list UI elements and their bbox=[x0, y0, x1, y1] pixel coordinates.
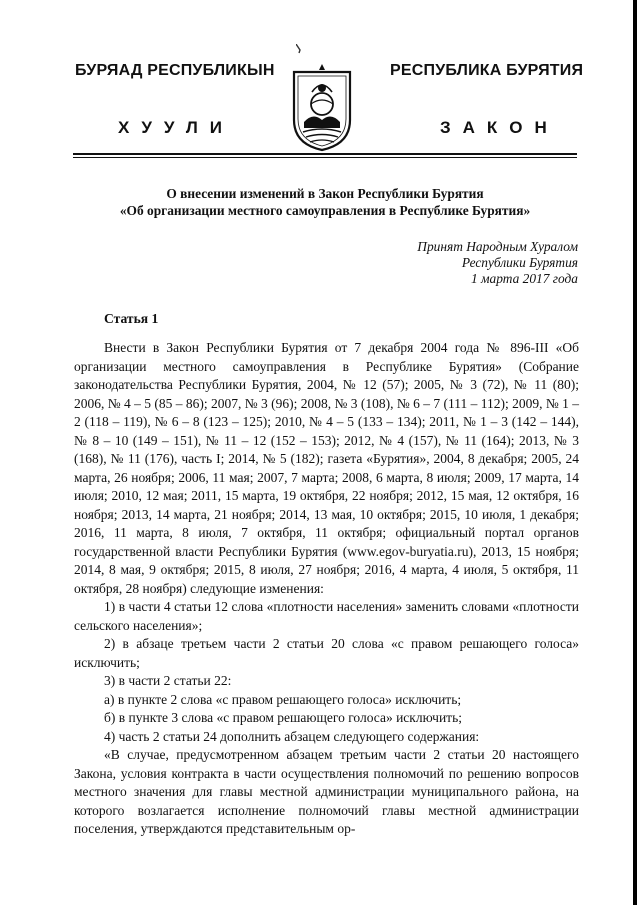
header-rule-thick bbox=[73, 153, 577, 155]
header-left-doc-type: ХУУЛИ bbox=[118, 118, 234, 137]
header-right-doc-type: ЗАКОН bbox=[440, 118, 559, 137]
law-title-line2: «Об организации местного самоуправления в Республике Бурятия» bbox=[119, 203, 531, 218]
paragraph-item-3: 3) в части 2 статьи 22: bbox=[104, 673, 232, 688]
article-heading: Статья 1 bbox=[104, 311, 159, 326]
scan-mark bbox=[296, 44, 302, 54]
article-body bbox=[74, 339, 579, 839]
paragraph-item-1: 1) в части 4 статьи 12 слова «плотности населения» заменить словами «плотности сельского населения»; bbox=[74, 599, 579, 633]
page-edge-border bbox=[633, 0, 637, 905]
paragraph-subitem-b: б) в пункте 3 слова «с правом решающего голоса» исключить; bbox=[104, 710, 462, 725]
coat-of-arms-emblem bbox=[291, 62, 353, 152]
adoption-line2: Республики Бурятия bbox=[461, 255, 578, 270]
paragraph-item-4: 4) часть 2 статьи 24 дополнить абзацем следующего содержания: bbox=[104, 728, 480, 744]
paragraph-item-2: 2) в абзаце третьем части 2 статьи 20 слова «с правом решающего голоса» исключить; bbox=[74, 636, 579, 670]
adoption-date: 1 марта 2017 года bbox=[470, 271, 578, 286]
paragraph-subitem-a: а) в пункте 2 слова «с правом решающего голоса» исключить; bbox=[104, 691, 462, 707]
adoption-note bbox=[350, 239, 578, 287]
paragraph-intro: Внести в Закон Республики Бурятия от 7 декабря 2004 года № 896-III «Об организации местного самоуправления в Республике Бурятия» (Собрание законодательства Республики Бурятия, 2004, № 12 (57); 2005, № 3 (72), № 11 (80); 2006, № 4 – 5 (85 – 86); 2007, № 3 (96); 2008, № 3 (108), № 6 – 7 (111 – 112); 2009, № 1 – 2 (118 – 119), № 6 – 8 (123 – 125); 2010, № 4 – 5 (133 – 134); 2011, № 1 – 3 (142 – 144), № 8 – 10 (149 – 151), № 11 – 12 (152 – 153); 2012, № 4 (157), № 11 (164); 2013, № 3 (168), № 11 (176), часть I; 2014, № 5 (182); газета «Бурятия», 2004, 8 декабря; 2005, 24 марта, 26 ноября; 2006, 11 мая; 2007, 7 марта; 2008, 6 марта, 8 июля; 2009, 17 марта, 14 июля; 2010, 12 мая; 2011, 15 марта, 19 октября, 22 ноября; 2012, 15 мая, 12 октября, 16 ноября; 2013, 14 марта, 21 ноября; 2014, 13 мая, 10 октября; 2015, 10 июля, 1 декабря; 2016, 11 марта, 8 июля, 7 октября, 11 октября; официальный портал органов государственной власти Республики Бурятия (www.egov-buryatia.ru), 2013, 15 ноября; 2014, 8 мая, 9 октября; 2015, 8 июля, 27 ноября; 2016, 4 марта, 4 июля, 5 октября, 11 октября, 28 ноября) следующие изменения: bbox=[74, 340, 579, 596]
adoption-line1: Принят Народным Хуралом bbox=[417, 239, 578, 254]
header-right-title: РЕСПУБЛИКА БУРЯТИЯ bbox=[390, 62, 584, 79]
paragraph-quote: «В случае, предусмотренном абзацем третьим части 2 статьи 20 настоящего Закона, условия контракта в части осуществления полномочий по решению вопросов местного значения для главы местной администрации муниципального района, на которого возлагается исполнение полномочий главы местной администрации поселения, утверждаются представительным ор- bbox=[74, 747, 579, 836]
header-left-title: БУРЯАД РЕСПУБЛИКЫН bbox=[75, 62, 275, 79]
header-rule-thin bbox=[73, 157, 577, 158]
law-title bbox=[60, 185, 590, 219]
law-title-line1: О внесении изменений в Закон Республики Бурятия bbox=[166, 186, 484, 201]
